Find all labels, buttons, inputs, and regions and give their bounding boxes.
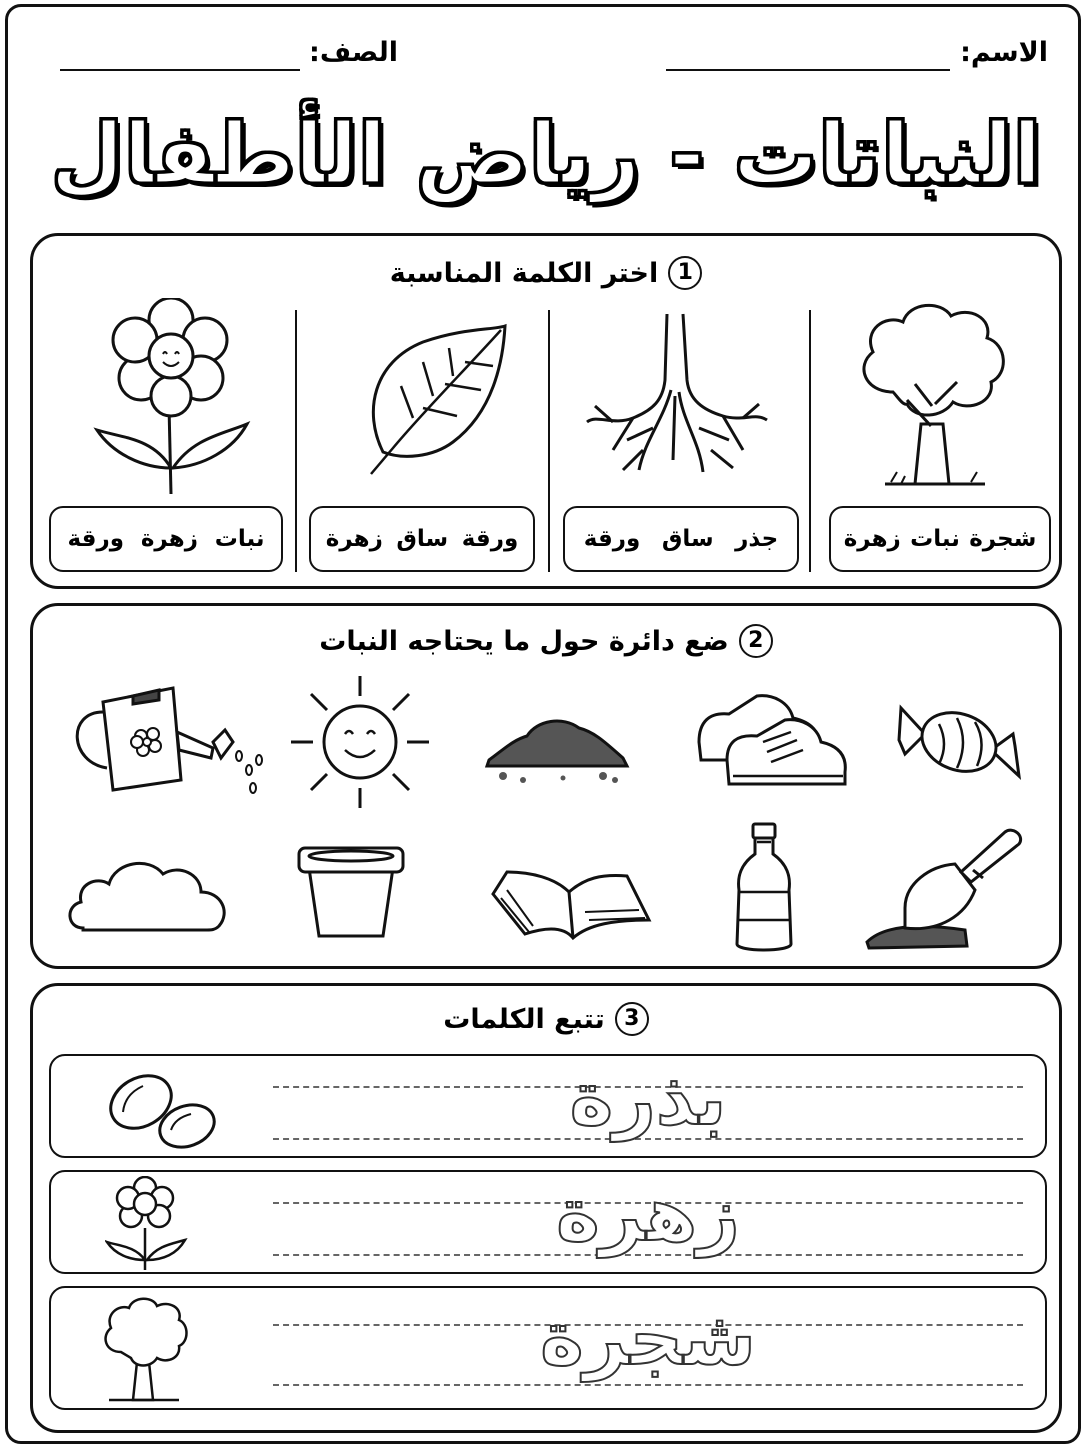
trace-words-section <box>30 983 1062 1433</box>
choice-option[interactable]: ساق <box>661 526 714 552</box>
choice-option[interactable]: شجرة <box>969 526 1037 552</box>
name-label: الاسم: <box>960 37 1048 68</box>
worksheet-page <box>5 4 1081 1444</box>
flower-pot-icon[interactable] <box>295 844 407 940</box>
section-3-heading <box>33 1002 1059 1036</box>
name-field[interactable] <box>666 69 950 71</box>
shoes-icon[interactable] <box>693 692 849 802</box>
choice-option[interactable]: ساق <box>396 526 449 552</box>
sun-icon[interactable] <box>285 672 435 812</box>
choice-option[interactable]: ورقة <box>67 526 124 552</box>
section-1-number: 1 <box>668 256 702 290</box>
guide-line <box>273 1384 1023 1386</box>
choices-flower <box>49 506 283 572</box>
choice-option[interactable]: زهرة <box>140 526 198 552</box>
leaf-icon <box>353 322 513 482</box>
choice-option[interactable]: ورقة <box>583 526 641 552</box>
watering-can-icon[interactable] <box>63 672 263 802</box>
bottle-icon[interactable] <box>729 820 799 956</box>
book-icon[interactable] <box>489 842 653 946</box>
section-2-title: ضع دائرة حول ما يحتاجه النبات <box>319 625 729 657</box>
column-divider <box>809 310 811 572</box>
choice-option[interactable]: زهرة <box>325 526 383 552</box>
choice-option[interactable]: زهرة <box>843 526 901 552</box>
trace-row <box>49 1286 1047 1410</box>
soil-icon[interactable] <box>483 710 633 786</box>
choice-option[interactable]: نبات <box>214 526 265 552</box>
flower-icon <box>105 1176 189 1272</box>
choose-word-section <box>30 233 1062 589</box>
tree-icon <box>845 296 1021 492</box>
choice-option[interactable]: نبات <box>910 526 960 552</box>
trace-word[interactable]: بذرة <box>569 1056 727 1142</box>
choices-leaf <box>309 506 535 572</box>
circle-needs-section <box>30 603 1062 969</box>
class-field[interactable] <box>60 69 300 71</box>
trace-word[interactable]: زهرة <box>556 1172 740 1258</box>
choice-option[interactable]: جذر <box>735 526 779 552</box>
page-title: النباتات - رياض الأطفال <box>50 105 1042 203</box>
section-1-title: اختر الكلمة المناسبة <box>389 257 659 289</box>
candy-icon[interactable] <box>895 694 1025 790</box>
trace-row <box>49 1054 1047 1158</box>
choices-tree <box>829 506 1051 572</box>
section-3-number: 3 <box>615 1002 649 1036</box>
trace-word[interactable]: شجرة <box>540 1296 756 1382</box>
cloud-icon[interactable] <box>63 852 233 936</box>
trowel-icon[interactable] <box>865 824 1035 954</box>
tree-icon <box>99 1292 189 1406</box>
column-divider <box>548 310 550 572</box>
section-2-number: 2 <box>739 624 773 658</box>
section-1-heading <box>33 256 1059 290</box>
section-3-title: تتبع الكلمات <box>443 1003 605 1035</box>
section-2-heading <box>33 624 1059 658</box>
choices-roots <box>563 506 799 572</box>
choice-option[interactable]: ورقة <box>461 526 519 552</box>
trace-row <box>49 1170 1047 1274</box>
class-label: الصف: <box>309 37 398 68</box>
roots-icon <box>583 310 773 490</box>
flower-icon <box>93 298 253 498</box>
seeds-icon <box>101 1068 221 1150</box>
column-divider <box>295 310 297 572</box>
